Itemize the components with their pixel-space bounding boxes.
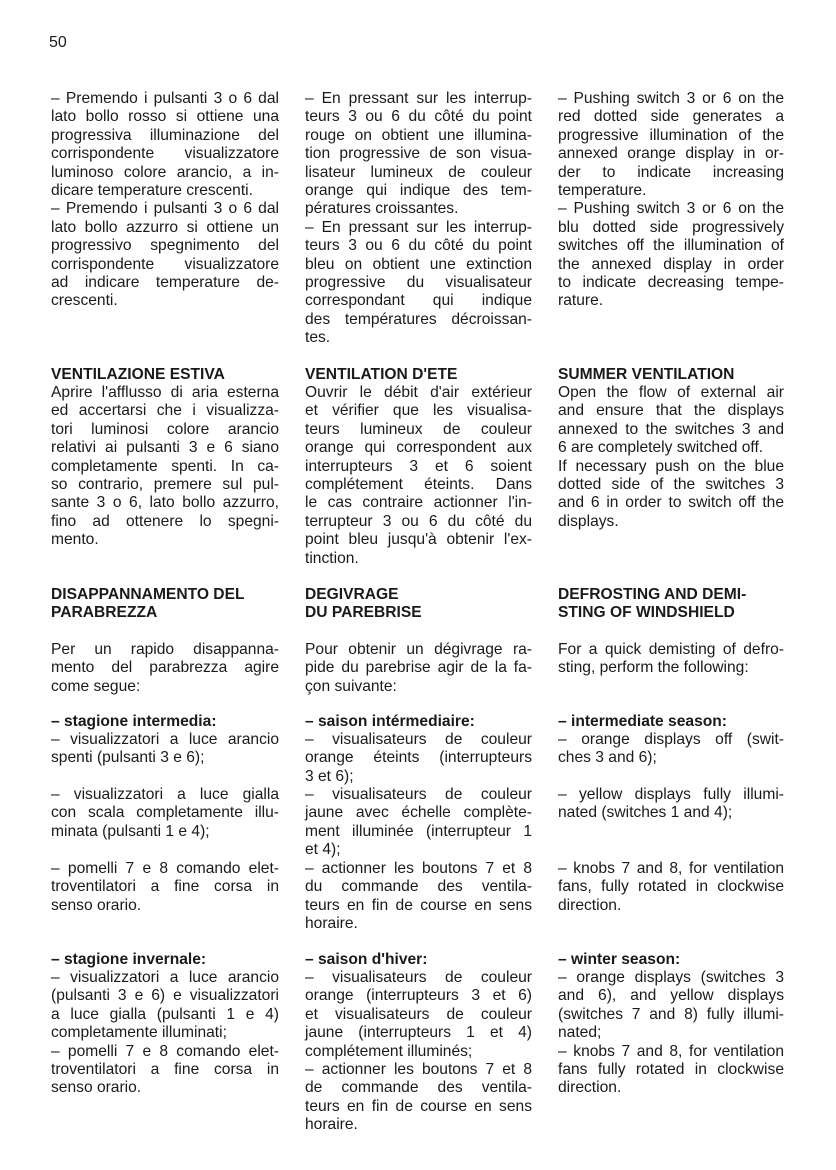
text-line: temperature. <box>558 182 647 200</box>
text-line: fino ad ottenere lo spegni- <box>51 512 279 530</box>
text-line: 6 are completely switched off. <box>558 439 764 457</box>
text-line: – visualisateurs de couleur <box>305 731 532 748</box>
text-line: direction. <box>558 1079 622 1097</box>
en-defrost-intro <box>558 641 784 678</box>
text-line: displays. <box>558 512 619 530</box>
en-winter-heading: – winter season: <box>558 951 681 968</box>
it-winter-text <box>51 969 279 1098</box>
text-line: horaire. <box>305 1116 358 1134</box>
text-line: – visualizzatori a luce arancio <box>51 731 279 748</box>
text-line: jaune avec échelle complète- <box>305 804 532 822</box>
text-line: STING OF WINDSHIELD <box>558 604 735 622</box>
text-line: – pomelli 7 e 8 comando elet- <box>51 860 279 877</box>
text-line: and 6), and yellow displays <box>558 987 784 1005</box>
text-line: annexed orange display in or- <box>558 145 784 163</box>
fr-ventilation-text <box>305 384 532 568</box>
text-line: progressiva illuminazione del <box>51 126 279 144</box>
text-line: For a quick demisting of defro- <box>558 641 784 658</box>
fr-intermediate-step-3 <box>305 860 532 934</box>
fr-intermediate-step-2 <box>305 786 532 860</box>
text-line: ad indicare temperature de- <box>51 274 279 292</box>
it-winter-heading: – stagione invernale: <box>51 951 207 968</box>
text-line: – En pressant sur les interrup- <box>305 218 532 236</box>
text-line: If necessary push on the blue <box>558 457 784 475</box>
en-intermediate-step-3 <box>558 860 784 915</box>
text-line: tion progressive de son visua- <box>305 145 532 163</box>
text-line: – visualisateurs de couleur <box>305 786 532 803</box>
text-line: orange qui correspondent aux <box>305 439 532 457</box>
text-line: et visualisateurs de couleur <box>305 1005 532 1023</box>
text-line: relativi ai pulsanti 3 e 6 siano <box>51 439 279 457</box>
text-line: tinction. <box>305 549 359 567</box>
fr-winter-text <box>305 969 532 1135</box>
en-intermediate-step-2 <box>558 786 784 823</box>
text-line: PARABREZZA <box>51 604 158 622</box>
text-line: (pulsanti 3 e 6) e visualizzatori <box>51 987 279 1005</box>
text-line: annexed to the switches 3 and <box>558 420 784 438</box>
text-line: Pour obtenir un dégivrage ra- <box>305 641 532 658</box>
text-line: rature. <box>558 292 604 310</box>
it-defrost-intro <box>51 641 279 696</box>
text-line: senso orario. <box>51 896 142 914</box>
text-line: so contrario, premere sul pul- <box>51 476 279 494</box>
text-line: – orange displays (switches 3 <box>558 969 784 986</box>
text-line: sting, perform the following: <box>558 659 749 677</box>
text-line: senso orario. <box>51 1079 142 1097</box>
text-line: minata (pulsanti 1 e 4); <box>51 822 210 840</box>
text-line: çon suivante: <box>305 677 397 695</box>
text-line: Open the flow of external air <box>558 384 784 401</box>
text-line: DEGIVRAGE <box>305 586 399 603</box>
text-line: troventilatori a fine corsa in <box>51 1061 279 1079</box>
en-intermediate-heading: – intermediate season: <box>558 713 727 730</box>
text-line: horaire. <box>305 915 358 933</box>
text-line: der to indicate increasing <box>558 163 784 181</box>
text-line: – En pressant sur les interrup- <box>305 90 532 107</box>
text-line: (switches 7 and 8) fully illumi- <box>558 1005 784 1023</box>
text-line: progressive illumination of the <box>558 126 784 144</box>
page-number: 50 <box>49 34 67 51</box>
text-line: luminoso colore arancio, a in- <box>51 163 279 181</box>
text-line: Per un rapido disappanna- <box>51 641 279 658</box>
text-line: teurs 3 ou 6 du côté du point <box>305 108 532 126</box>
fr-intermediate-step-1 <box>305 731 532 786</box>
text-line: tori luminosi colore arancio <box>51 420 279 438</box>
text-line: and ensure that the displays <box>558 402 784 420</box>
it-ventilation-text <box>51 384 279 550</box>
fr-defrost-heading <box>305 586 532 623</box>
text-line: Ouvrir le débit d'air extérieur <box>305 384 532 401</box>
text-line: mento. <box>51 531 99 549</box>
text-line: teurs lumineux de couleur <box>305 420 532 438</box>
it-intermediate-step-2 <box>51 786 279 841</box>
text-line: fans, fully rotated in clockwise <box>558 878 784 896</box>
en-winter-text <box>558 969 784 1098</box>
fr-ventilation-heading: VENTILATION D'ETE <box>305 366 458 383</box>
fr-intermediate-heading: – saison intérmediaire: <box>305 713 475 730</box>
text-line: corrispondente visualizzatore <box>51 145 279 163</box>
it-ventilation-heading: VENTILAZIONE ESTIVA <box>51 366 225 383</box>
text-line: – orange displays off (swit- <box>558 731 784 748</box>
fr-winter-heading: – saison d'hiver: <box>305 951 428 968</box>
text-line: lato bollo azzurro si ottiene un <box>51 218 279 236</box>
text-line: dicare temperature crescenti. <box>51 182 253 200</box>
text-line: complétement éteints. Dans <box>305 476 532 494</box>
text-line: mento del parabrezza agire <box>51 659 279 677</box>
text-line: con scala completamente illu- <box>51 804 279 822</box>
text-line: ches 3 and 6); <box>558 749 657 767</box>
text-line: DU PAREBRISE <box>305 604 422 622</box>
text-line: spenti (pulsanti 3 e 6); <box>51 749 205 767</box>
it-intermediate-heading: – stagione intermedia: <box>51 713 217 730</box>
text-line: – knobs 7 and 8, for ventilation <box>558 860 784 877</box>
text-line: a luce gialla (pulsanti 1 e 4) <box>51 1005 279 1023</box>
text-line: rouge on obtient une illumina- <box>305 126 532 144</box>
text-line: lato bollo rosso si ottiene una <box>51 108 279 126</box>
text-line: – actionner les boutons 7 et 8 <box>305 860 532 877</box>
text-line: – Premendo i pulsanti 3 o 6 dal <box>51 200 279 218</box>
en-intermediate-step-1 <box>558 731 784 768</box>
text-line: DEFROSTING AND DEMI- <box>558 586 747 603</box>
text-line: nated (switches 1 and 4); <box>558 804 733 822</box>
text-line: tes. <box>305 329 331 347</box>
text-line: dotted side of the switches 3 <box>558 476 784 494</box>
text-line: – pomelli 7 e 8 comando elet- <box>51 1042 279 1060</box>
it-defrost-heading <box>51 586 279 623</box>
text-line: progressive du visualisateur <box>305 274 532 292</box>
text-line: to indicate decreasing tempe- <box>558 274 784 292</box>
text-line: pide du parebrise agir de la fa- <box>305 659 532 677</box>
text-line: progressivo spegnimento del <box>51 237 279 255</box>
en-defrost-heading <box>558 586 784 623</box>
text-line: orange éteints (interrupteurs <box>305 749 532 767</box>
text-line: completamente spenti. In ca- <box>51 457 279 475</box>
text-line: the annexed display in order <box>558 255 784 273</box>
text-line: et 4); <box>305 841 341 859</box>
text-line: jaune (interrupteurs 1 et 4) <box>305 1024 532 1042</box>
text-line: ment illuminée (interrupteur 1 <box>305 822 532 840</box>
it-intermediate-step-3 <box>51 860 279 915</box>
text-line: bleu on obtient une extinction <box>305 255 532 273</box>
text-line: lisateur lumineux de couleur <box>305 163 532 181</box>
text-line: point bleu jusqu'à obtenir l'ex- <box>305 531 532 549</box>
text-line: – visualisateurs de couleur <box>305 969 532 986</box>
text-line: interrupteurs 3 et 6 soient <box>305 457 532 475</box>
text-line: terrupteur 3 ou 6 du côté du <box>305 512 532 530</box>
text-line: ed accertarsi che i visualizza- <box>51 402 279 420</box>
text-line: pératures croissantes. <box>305 200 459 218</box>
text-line: red dotted side generates a <box>558 108 784 126</box>
text-line: – visualizzatori a luce gialla <box>51 786 279 803</box>
text-line: – visualizzatori a luce arancio <box>51 969 279 986</box>
text-line: du commande des ventila- <box>305 878 532 896</box>
text-line: orange (interrupteurs 3 et 6) <box>305 987 532 1005</box>
text-line: blu dotted side progressively <box>558 218 784 236</box>
text-line: et vérifier que les visualisa- <box>305 402 532 420</box>
text-line: corrispondente visualizzatore <box>51 255 279 273</box>
text-line: switches off the illumination of <box>558 237 784 255</box>
text-line: teurs en fin de course en sens <box>305 896 532 914</box>
it-intermediate-step-1 <box>51 731 279 768</box>
text-line: and 6 in order to switch off the <box>558 494 784 512</box>
text-line: troventilatori a fine corsa in <box>51 878 279 896</box>
text-line: – yellow displays fully illumi- <box>558 786 784 803</box>
text-line: sante 3 o 6, lato bollo azzurro, <box>51 494 279 512</box>
text-line: – Pushing switch 3 or 6 on the <box>558 200 784 218</box>
text-line: – actionner les boutons 7 et 8 <box>305 1061 532 1079</box>
text-line: direction. <box>558 896 622 914</box>
text-line: – knobs 7 and 8, for ventilation <box>558 1042 784 1060</box>
it-intro <box>51 90 279 311</box>
en-ventilation-text <box>558 384 784 531</box>
text-line: – Pushing switch 3 or 6 on the <box>558 90 784 107</box>
text-line: nated; <box>558 1024 602 1042</box>
text-line: complétement illuminés; <box>305 1042 473 1060</box>
text-line: 3 et 6); <box>305 767 354 785</box>
text-line: correspondant qui indique <box>305 292 532 310</box>
text-line: teurs en fin de course en sens <box>305 1097 532 1115</box>
text-line: completamente illuminati; <box>51 1024 227 1042</box>
en-intro <box>558 90 784 311</box>
text-line: Aprire l'afflusso di aria esterna <box>51 384 279 401</box>
text-line: le cas contraire actionner l'in- <box>305 494 532 512</box>
text-line: teurs 3 ou 6 du côté du point <box>305 237 532 255</box>
fr-defrost-intro <box>305 641 532 696</box>
fr-intro <box>305 90 532 348</box>
text-line: des températures décroissan- <box>305 310 532 328</box>
text-line: fans fully rotated in clockwise <box>558 1061 784 1079</box>
text-line: DISAPPANNAMENTO DEL <box>51 586 245 603</box>
text-line: de commande des ventila- <box>305 1079 532 1097</box>
text-line: orange qui indique des tem- <box>305 182 532 200</box>
text-line: come segue: <box>51 677 141 695</box>
text-line: crescenti. <box>51 292 118 310</box>
text-line: – Premendo i pulsanti 3 o 6 dal <box>51 90 279 107</box>
en-ventilation-heading: SUMMER VENTILATION <box>558 366 735 383</box>
